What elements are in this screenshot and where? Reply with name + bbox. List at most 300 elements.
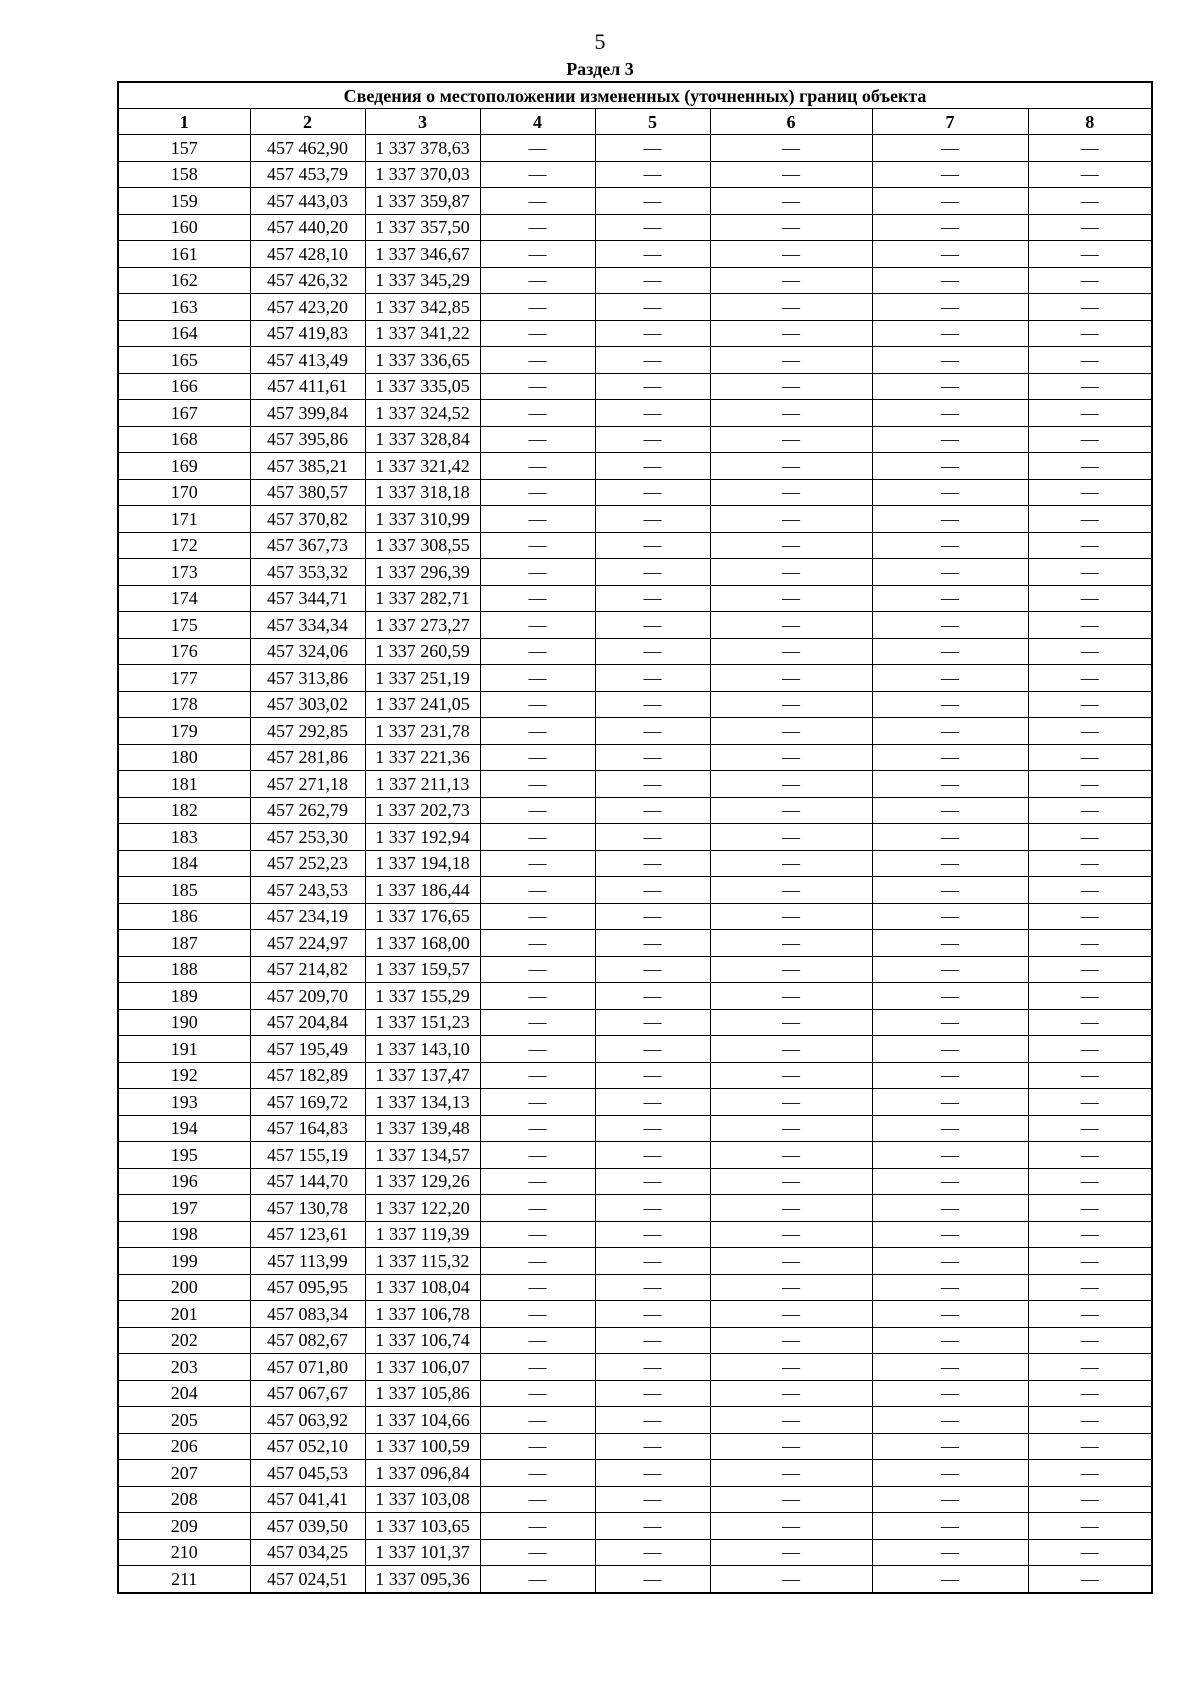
value-cell: — (1028, 1486, 1152, 1513)
value-cell: — (480, 956, 595, 983)
table-row (118, 665, 1152, 692)
value-cell: — (872, 1566, 1028, 1593)
value-cell: — (595, 797, 710, 824)
y-coordinate-cell: 1 337 104,66 (365, 1407, 480, 1434)
x-coordinate-cell: 457 034,25 (250, 1539, 365, 1566)
value-cell: — (710, 691, 872, 718)
value-cell: — (595, 1089, 710, 1116)
value-cell: — (480, 214, 595, 241)
value-cell: — (872, 135, 1028, 162)
value-cell: — (595, 1539, 710, 1566)
value-cell: — (480, 1460, 595, 1487)
table-row (118, 1062, 1152, 1089)
y-coordinate-cell: 1 337 122,20 (365, 1195, 480, 1222)
value-cell: — (710, 1407, 872, 1434)
value-cell: — (480, 1168, 595, 1195)
y-coordinate-cell: 1 337 335,05 (365, 373, 480, 400)
point-number-cell: 174 (118, 585, 250, 612)
value-cell: — (1028, 1248, 1152, 1275)
x-coordinate-cell: 457 083,34 (250, 1301, 365, 1328)
y-coordinate-cell: 1 337 251,19 (365, 665, 480, 692)
value-cell: — (480, 1195, 595, 1222)
x-coordinate-cell: 457 411,61 (250, 373, 365, 400)
value-cell: — (710, 1301, 872, 1328)
point-number-cell: 171 (118, 506, 250, 533)
table-row (118, 850, 1152, 877)
value-cell: — (1028, 453, 1152, 480)
value-cell: — (710, 188, 872, 215)
point-number-cell: 200 (118, 1274, 250, 1301)
x-coordinate-cell: 457 370,82 (250, 506, 365, 533)
value-cell: — (480, 1566, 595, 1593)
value-cell: — (710, 771, 872, 798)
point-number-cell: 181 (118, 771, 250, 798)
point-number-cell: 207 (118, 1460, 250, 1487)
value-cell: — (710, 665, 872, 692)
value-cell: — (595, 1354, 710, 1381)
value-cell: — (480, 161, 595, 188)
y-coordinate-cell: 1 337 346,67 (365, 241, 480, 268)
value-cell: — (480, 638, 595, 665)
point-number-cell: 191 (118, 1036, 250, 1063)
x-coordinate-cell: 457 209,70 (250, 983, 365, 1010)
value-cell: — (480, 1115, 595, 1142)
value-cell: — (872, 1195, 1028, 1222)
value-cell: — (1028, 824, 1152, 851)
point-number-cell: 172 (118, 532, 250, 559)
y-coordinate-cell: 1 337 359,87 (365, 188, 480, 215)
value-cell: — (872, 188, 1028, 215)
point-number-cell: 184 (118, 850, 250, 877)
table-row (118, 426, 1152, 453)
boundary-coordinates-table (117, 81, 1153, 1594)
value-cell: — (480, 797, 595, 824)
value-cell: — (595, 479, 710, 506)
point-number-cell: 196 (118, 1168, 250, 1195)
value-cell: — (480, 532, 595, 559)
value-cell: — (872, 850, 1028, 877)
y-coordinate-cell: 1 337 105,86 (365, 1380, 480, 1407)
y-coordinate-cell: 1 337 108,04 (365, 1274, 480, 1301)
value-cell: — (595, 347, 710, 374)
value-cell: — (595, 161, 710, 188)
table-row (118, 1301, 1152, 1328)
point-number-cell: 173 (118, 559, 250, 586)
x-coordinate-cell: 457 462,90 (250, 135, 365, 162)
x-coordinate-cell: 457 039,50 (250, 1513, 365, 1540)
value-cell: — (595, 1195, 710, 1222)
value-cell: — (1028, 135, 1152, 162)
x-coordinate-cell: 457 367,73 (250, 532, 365, 559)
point-number-cell: 161 (118, 241, 250, 268)
table-row (118, 1539, 1152, 1566)
value-cell: — (872, 1248, 1028, 1275)
table-body (118, 135, 1152, 1593)
y-coordinate-cell: 1 337 101,37 (365, 1539, 480, 1566)
value-cell: — (1028, 585, 1152, 612)
x-coordinate-cell: 457 071,80 (250, 1354, 365, 1381)
value-cell: — (595, 267, 710, 294)
y-coordinate-cell: 1 337 106,74 (365, 1327, 480, 1354)
point-number-cell: 209 (118, 1513, 250, 1540)
column-number-row (118, 109, 1152, 135)
x-coordinate-cell: 457 214,82 (250, 956, 365, 983)
table-row (118, 691, 1152, 718)
value-cell: — (480, 1301, 595, 1328)
value-cell: — (595, 1009, 710, 1036)
value-cell: — (1028, 532, 1152, 559)
point-number-cell: 176 (118, 638, 250, 665)
table-row (118, 1142, 1152, 1169)
value-cell: — (595, 1407, 710, 1434)
value-cell: — (1028, 1221, 1152, 1248)
value-cell: — (872, 1380, 1028, 1407)
column-number: 5 (595, 109, 710, 135)
value-cell: — (595, 638, 710, 665)
table-row (118, 983, 1152, 1010)
value-cell: — (1028, 665, 1152, 692)
value-cell: — (710, 373, 872, 400)
x-coordinate-cell: 457 440,20 (250, 214, 365, 241)
x-coordinate-cell: 457 144,70 (250, 1168, 365, 1195)
table-row (118, 771, 1152, 798)
value-cell: — (1028, 400, 1152, 427)
value-cell: — (872, 1433, 1028, 1460)
y-coordinate-cell: 1 337 194,18 (365, 850, 480, 877)
value-cell: — (1028, 877, 1152, 904)
value-cell: — (872, 612, 1028, 639)
value-cell: — (595, 1248, 710, 1275)
value-cell: — (1028, 320, 1152, 347)
value-cell: — (1028, 214, 1152, 241)
value-cell: — (872, 1274, 1028, 1301)
value-cell: — (872, 903, 1028, 930)
table-caption-row (118, 82, 1152, 109)
value-cell: — (1028, 771, 1152, 798)
value-cell: — (480, 135, 595, 162)
table-row (118, 1380, 1152, 1407)
value-cell: — (1028, 241, 1152, 268)
point-number-cell: 203 (118, 1354, 250, 1381)
value-cell: — (480, 320, 595, 347)
value-cell: — (480, 585, 595, 612)
point-number-cell: 189 (118, 983, 250, 1010)
value-cell: — (480, 1274, 595, 1301)
value-cell: — (480, 400, 595, 427)
value-cell: — (480, 426, 595, 453)
value-cell: — (1028, 1566, 1152, 1593)
value-cell: — (595, 532, 710, 559)
y-coordinate-cell: 1 337 106,78 (365, 1301, 480, 1328)
y-coordinate-cell: 1 337 202,73 (365, 797, 480, 824)
value-cell: — (710, 824, 872, 851)
value-cell: — (480, 771, 595, 798)
value-cell: — (595, 1062, 710, 1089)
x-coordinate-cell: 457 041,41 (250, 1486, 365, 1513)
x-coordinate-cell: 457 262,79 (250, 797, 365, 824)
x-coordinate-cell: 457 195,49 (250, 1036, 365, 1063)
value-cell: — (480, 930, 595, 957)
point-number-cell: 164 (118, 320, 250, 347)
y-coordinate-cell: 1 337 296,39 (365, 559, 480, 586)
column-number: 1 (118, 109, 250, 135)
value-cell: — (480, 294, 595, 321)
value-cell: — (710, 1036, 872, 1063)
x-coordinate-cell: 457 169,72 (250, 1089, 365, 1116)
x-coordinate-cell: 457 303,02 (250, 691, 365, 718)
value-cell: — (480, 691, 595, 718)
value-cell: — (480, 744, 595, 771)
value-cell: — (872, 1221, 1028, 1248)
value-cell: — (1028, 373, 1152, 400)
point-number-cell: 195 (118, 1142, 250, 1169)
column-number: 6 (710, 109, 872, 135)
table-row (118, 1115, 1152, 1142)
y-coordinate-cell: 1 337 159,57 (365, 956, 480, 983)
y-coordinate-cell: 1 337 129,26 (365, 1168, 480, 1195)
value-cell: — (872, 1513, 1028, 1540)
point-number-cell: 205 (118, 1407, 250, 1434)
value-cell: — (1028, 1009, 1152, 1036)
table-row (118, 1168, 1152, 1195)
value-cell: — (872, 1036, 1028, 1063)
x-coordinate-cell: 457 324,06 (250, 638, 365, 665)
value-cell: — (710, 426, 872, 453)
x-coordinate-cell: 457 052,10 (250, 1433, 365, 1460)
y-coordinate-cell: 1 337 139,48 (365, 1115, 480, 1142)
value-cell: — (1028, 1354, 1152, 1381)
x-coordinate-cell: 457 224,97 (250, 930, 365, 957)
point-number-cell: 211 (118, 1566, 250, 1593)
table-row (118, 479, 1152, 506)
value-cell: — (595, 373, 710, 400)
value-cell: — (595, 135, 710, 162)
x-coordinate-cell: 457 234,19 (250, 903, 365, 930)
value-cell: — (710, 585, 872, 612)
x-coordinate-cell: 457 426,32 (250, 267, 365, 294)
value-cell: — (710, 612, 872, 639)
value-cell: — (480, 506, 595, 533)
value-cell: — (595, 453, 710, 480)
y-coordinate-cell: 1 337 100,59 (365, 1433, 480, 1460)
point-number-cell: 182 (118, 797, 250, 824)
value-cell: — (710, 1221, 872, 1248)
x-coordinate-cell: 457 123,61 (250, 1221, 365, 1248)
value-cell: — (872, 638, 1028, 665)
y-coordinate-cell: 1 337 241,05 (365, 691, 480, 718)
value-cell: — (710, 532, 872, 559)
value-cell: — (710, 1460, 872, 1487)
value-cell: — (1028, 1062, 1152, 1089)
value-cell: — (480, 1513, 595, 1540)
y-coordinate-cell: 1 337 115,32 (365, 1248, 480, 1275)
point-number-cell: 185 (118, 877, 250, 904)
y-coordinate-cell: 1 337 260,59 (365, 638, 480, 665)
value-cell: — (595, 771, 710, 798)
value-cell: — (1028, 1513, 1152, 1540)
value-cell: — (1028, 1460, 1152, 1487)
value-cell: — (1028, 347, 1152, 374)
value-cell: — (595, 294, 710, 321)
y-coordinate-cell: 1 337 231,78 (365, 718, 480, 745)
point-number-cell: 202 (118, 1327, 250, 1354)
point-number-cell: 201 (118, 1301, 250, 1328)
point-number-cell: 199 (118, 1248, 250, 1275)
value-cell: — (595, 241, 710, 268)
table-row (118, 1407, 1152, 1434)
point-number-cell: 186 (118, 903, 250, 930)
value-cell: — (710, 1539, 872, 1566)
value-cell: — (710, 744, 872, 771)
value-cell: — (872, 400, 1028, 427)
value-cell: — (480, 479, 595, 506)
value-cell: — (872, 930, 1028, 957)
value-cell: — (480, 267, 595, 294)
value-cell: — (480, 1380, 595, 1407)
value-cell: — (595, 983, 710, 1010)
value-cell: — (872, 373, 1028, 400)
value-cell: — (872, 347, 1028, 374)
value-cell: — (710, 1009, 872, 1036)
value-cell: — (710, 930, 872, 957)
x-coordinate-cell: 457 182,89 (250, 1062, 365, 1089)
x-coordinate-cell: 457 252,23 (250, 850, 365, 877)
value-cell: — (872, 744, 1028, 771)
value-cell: — (872, 1354, 1028, 1381)
value-cell: — (710, 267, 872, 294)
x-coordinate-cell: 457 385,21 (250, 453, 365, 480)
value-cell: — (1028, 1168, 1152, 1195)
value-cell: — (1028, 850, 1152, 877)
value-cell: — (595, 214, 710, 241)
point-number-cell: 158 (118, 161, 250, 188)
x-coordinate-cell: 457 281,86 (250, 744, 365, 771)
y-coordinate-cell: 1 337 342,85 (365, 294, 480, 321)
value-cell: — (872, 1327, 1028, 1354)
value-cell: — (595, 1168, 710, 1195)
value-cell: — (595, 1486, 710, 1513)
value-cell: — (872, 771, 1028, 798)
value-cell: — (710, 1433, 872, 1460)
value-cell: — (872, 559, 1028, 586)
table-row (118, 744, 1152, 771)
value-cell: — (595, 1513, 710, 1540)
x-coordinate-cell: 457 063,92 (250, 1407, 365, 1434)
value-cell: — (595, 691, 710, 718)
y-coordinate-cell: 1 337 192,94 (365, 824, 480, 851)
table-row (118, 877, 1152, 904)
y-coordinate-cell: 1 337 378,63 (365, 135, 480, 162)
y-coordinate-cell: 1 337 134,57 (365, 1142, 480, 1169)
x-coordinate-cell: 457 453,79 (250, 161, 365, 188)
value-cell: — (872, 426, 1028, 453)
table-row (118, 638, 1152, 665)
value-cell: — (480, 665, 595, 692)
value-cell: — (480, 1486, 595, 1513)
value-cell: — (710, 956, 872, 983)
table-row (118, 1354, 1152, 1381)
value-cell: — (480, 612, 595, 639)
value-cell: — (710, 1513, 872, 1540)
value-cell: — (710, 1566, 872, 1593)
y-coordinate-cell: 1 337 273,27 (365, 612, 480, 639)
value-cell: — (872, 453, 1028, 480)
value-cell: — (872, 294, 1028, 321)
value-cell: — (480, 1354, 595, 1381)
y-coordinate-cell: 1 337 143,10 (365, 1036, 480, 1063)
value-cell: — (595, 1327, 710, 1354)
value-cell: — (480, 824, 595, 851)
value-cell: — (710, 1195, 872, 1222)
y-coordinate-cell: 1 337 310,99 (365, 506, 480, 533)
value-cell: — (480, 347, 595, 374)
table-row (118, 612, 1152, 639)
y-coordinate-cell: 1 337 137,47 (365, 1062, 480, 1089)
column-number: 3 (365, 109, 480, 135)
page-number: 5 (594, 29, 606, 54)
value-cell: — (872, 267, 1028, 294)
value-cell: — (710, 797, 872, 824)
point-number-cell: 197 (118, 1195, 250, 1222)
table-row (118, 1486, 1152, 1513)
value-cell: — (710, 506, 872, 533)
x-coordinate-cell: 457 253,30 (250, 824, 365, 851)
y-coordinate-cell: 1 337 357,50 (365, 214, 480, 241)
value-cell: — (872, 214, 1028, 241)
value-cell: — (710, 1274, 872, 1301)
value-cell: — (872, 824, 1028, 851)
value-cell: — (710, 241, 872, 268)
table-row (118, 956, 1152, 983)
value-cell: — (1028, 1195, 1152, 1222)
table-row (118, 347, 1152, 374)
value-cell: — (710, 161, 872, 188)
value-cell: — (710, 903, 872, 930)
value-cell: — (872, 479, 1028, 506)
value-cell: — (595, 1274, 710, 1301)
value-cell: — (595, 877, 710, 904)
x-coordinate-cell: 457 243,53 (250, 877, 365, 904)
value-cell: — (872, 1009, 1028, 1036)
y-coordinate-cell: 1 337 095,36 (365, 1566, 480, 1593)
y-coordinate-cell: 1 337 282,71 (365, 585, 480, 612)
value-cell: — (872, 1168, 1028, 1195)
value-cell: — (872, 1142, 1028, 1169)
value-cell: — (595, 1221, 710, 1248)
value-cell: — (710, 1115, 872, 1142)
value-cell: — (872, 1460, 1028, 1487)
table-row (118, 453, 1152, 480)
value-cell: — (595, 1460, 710, 1487)
point-number-cell: 183 (118, 824, 250, 851)
table-row (118, 267, 1152, 294)
value-cell: — (710, 347, 872, 374)
y-coordinate-cell: 1 337 186,44 (365, 877, 480, 904)
x-coordinate-cell: 457 423,20 (250, 294, 365, 321)
value-cell: — (1028, 1142, 1152, 1169)
value-cell: — (710, 850, 872, 877)
y-coordinate-cell: 1 337 221,36 (365, 744, 480, 771)
value-cell: — (1028, 1274, 1152, 1301)
y-coordinate-cell: 1 337 328,84 (365, 426, 480, 453)
point-number-cell: 163 (118, 294, 250, 321)
point-number-cell: 180 (118, 744, 250, 771)
point-number-cell: 206 (118, 1433, 250, 1460)
value-cell: — (1028, 1433, 1152, 1460)
value-cell: — (595, 956, 710, 983)
x-coordinate-cell: 457 204,84 (250, 1009, 365, 1036)
value-cell: — (595, 1036, 710, 1063)
